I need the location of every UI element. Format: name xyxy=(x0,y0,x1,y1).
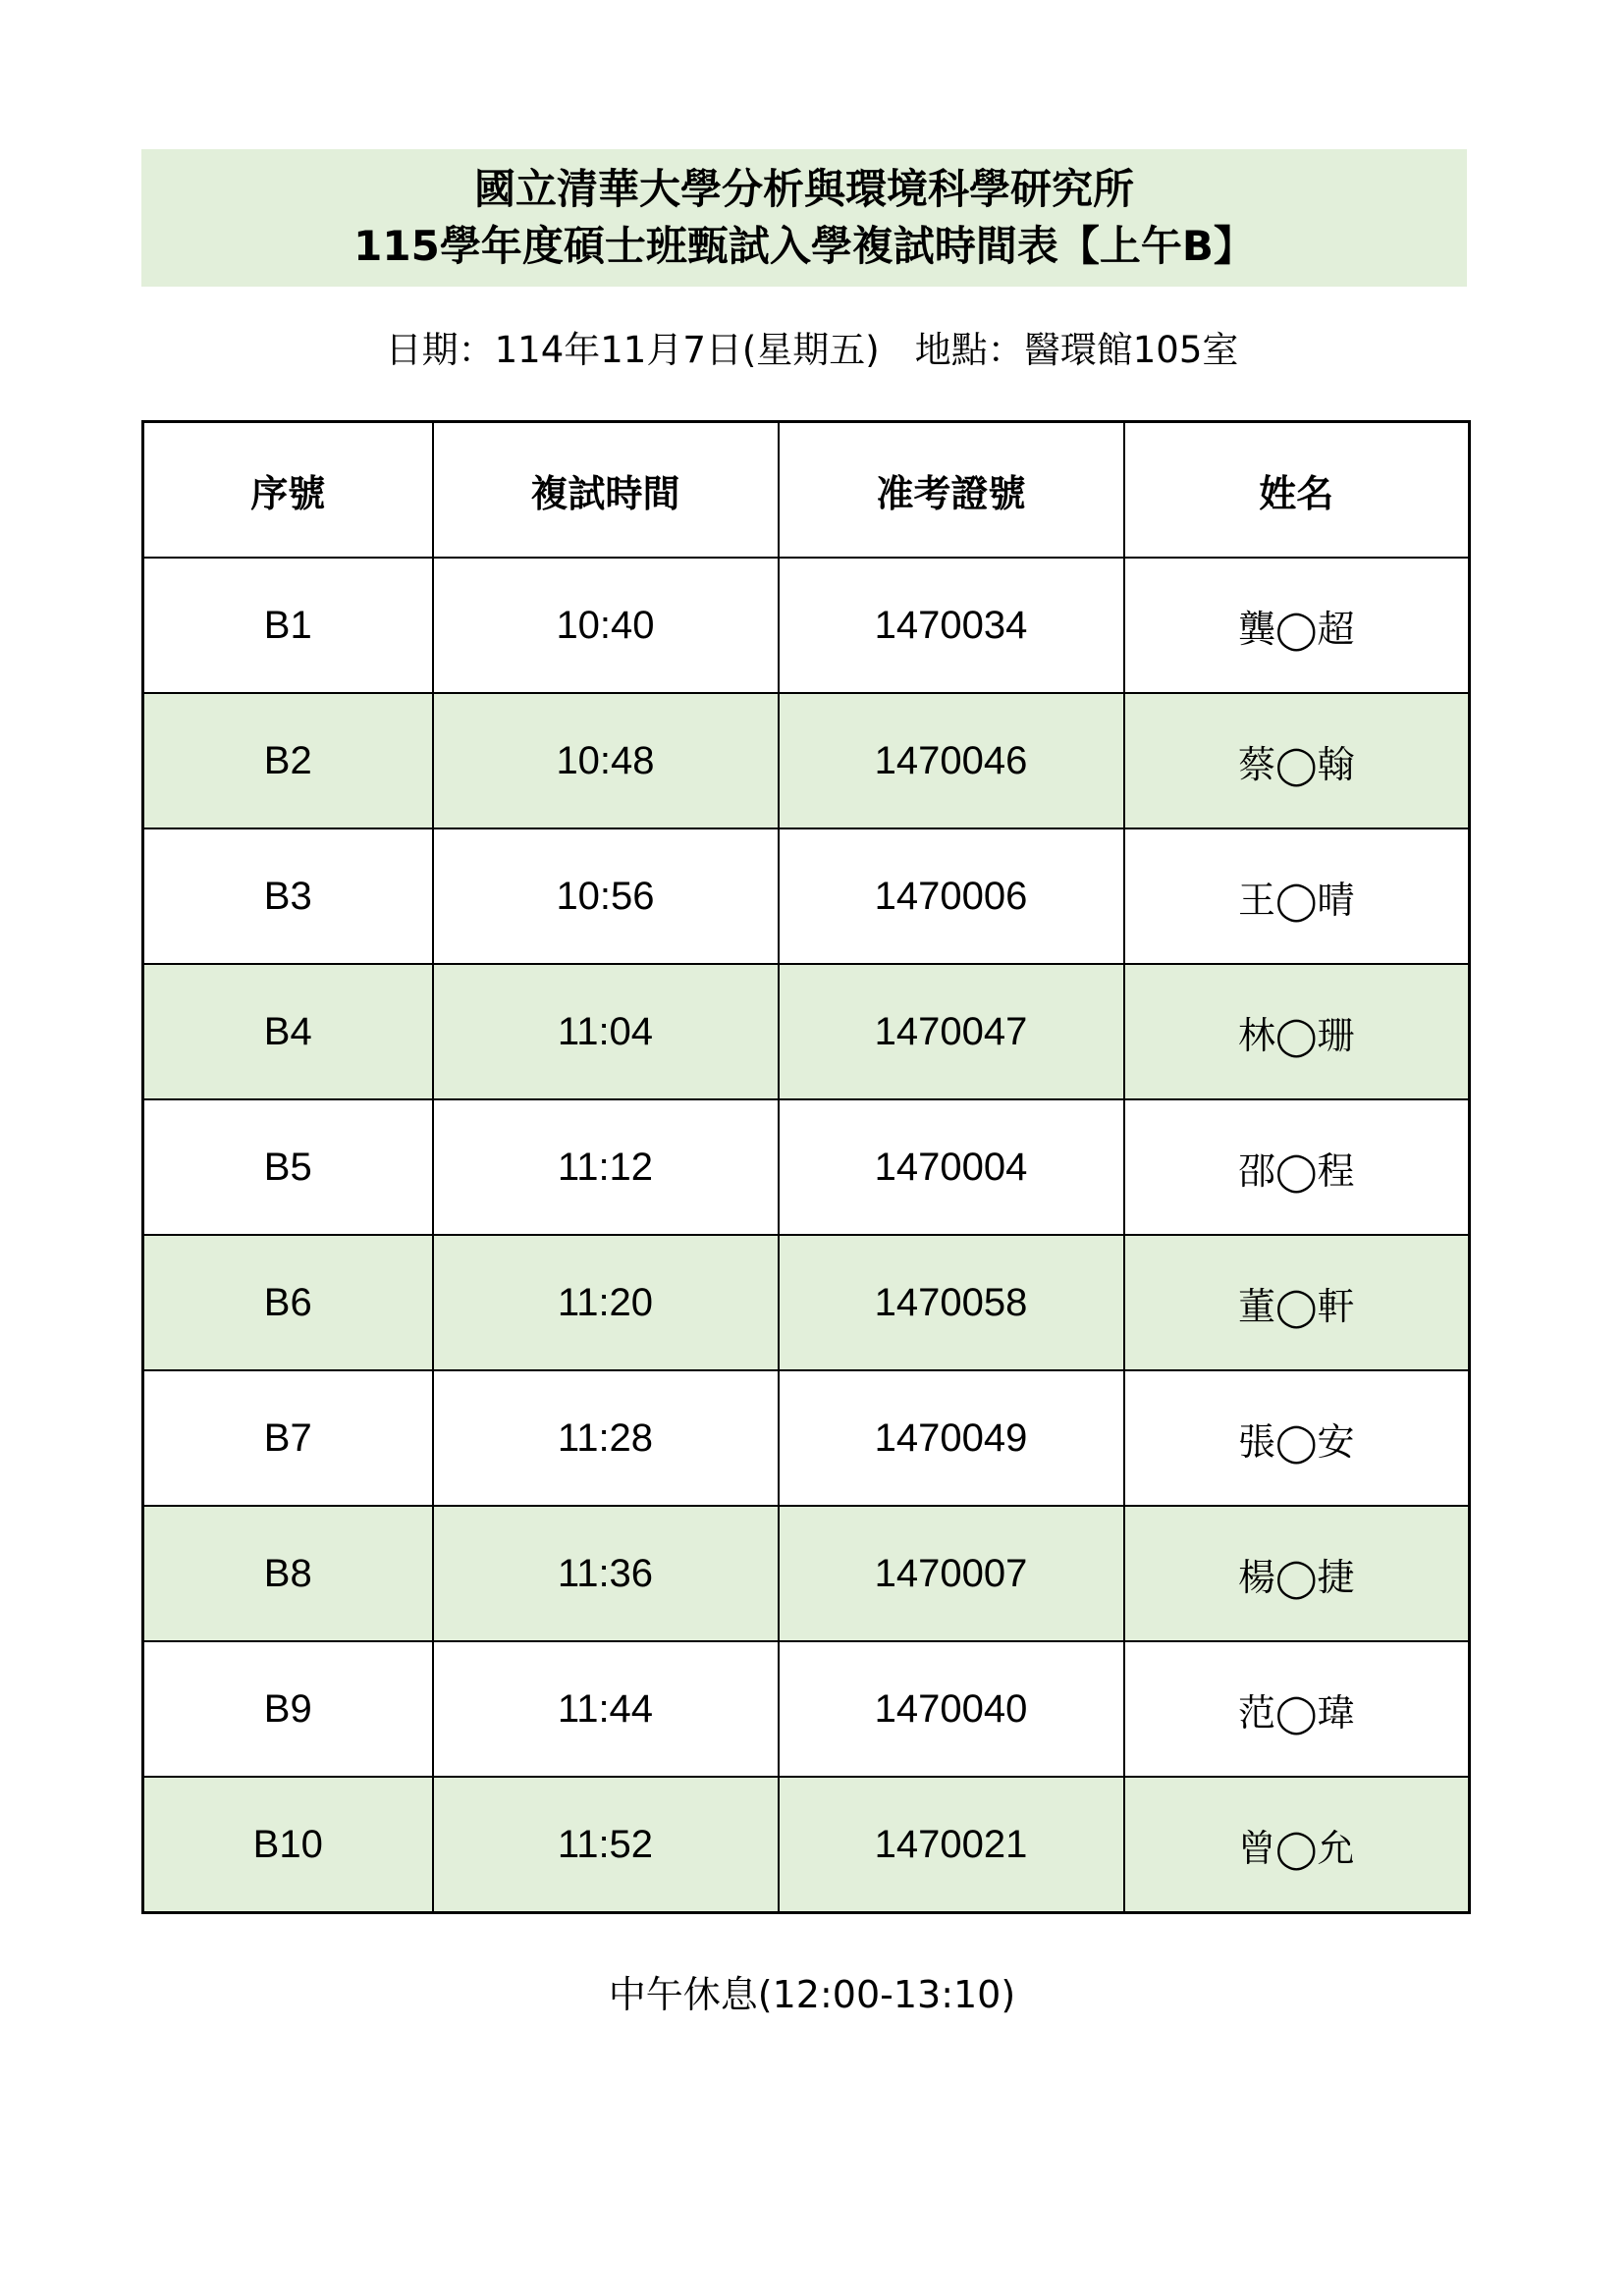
table-row xyxy=(143,964,1470,1099)
cell-number: B1 xyxy=(143,558,433,693)
page-subtitle-title: 115學年度碩士班甄試入學複試時間表【上午B】 xyxy=(353,222,1255,270)
table-row xyxy=(143,693,1470,828)
cell-name: 林◯珊 xyxy=(1124,964,1470,1099)
cell-admission-id: 1470006 xyxy=(779,828,1124,964)
header-number: 序號 xyxy=(143,422,433,559)
cell-name: 范◯瑋 xyxy=(1124,1641,1470,1777)
cell-number: B5 xyxy=(143,1099,433,1235)
cell-number: B8 xyxy=(143,1506,433,1641)
cell-admission-id: 1470047 xyxy=(779,964,1124,1099)
cell-admission-id: 1470040 xyxy=(779,1641,1124,1777)
header-interview-time: 複試時間 xyxy=(433,422,779,559)
exam-date: 日期：114年11月7日(星期五) xyxy=(385,329,880,371)
cell-name: 楊◯捷 xyxy=(1124,1506,1470,1641)
cell-number: B7 xyxy=(143,1370,433,1506)
table-row xyxy=(143,1641,1470,1777)
cell-number: B2 xyxy=(143,693,433,828)
cell-number: B6 xyxy=(143,1235,433,1370)
cell-interview-time: 11:12 xyxy=(433,1099,779,1235)
schedule-table xyxy=(141,420,1471,1914)
cell-number: B4 xyxy=(143,964,433,1099)
cell-name: 董◯軒 xyxy=(1124,1235,1470,1370)
cell-interview-time: 11:04 xyxy=(433,964,779,1099)
table-row xyxy=(143,1099,1470,1235)
cell-interview-time: 11:44 xyxy=(433,1641,779,1777)
page-title: 國立清華大學分析與環境科學研究所 xyxy=(473,165,1134,213)
cell-interview-time: 11:20 xyxy=(433,1235,779,1370)
cell-admission-id: 1470021 xyxy=(779,1777,1124,1913)
title-banner xyxy=(141,149,1467,287)
table-row xyxy=(143,1235,1470,1370)
exam-location: 地點：醫環館105室 xyxy=(914,329,1239,371)
cell-interview-time: 10:40 xyxy=(433,558,779,693)
cell-number: B10 xyxy=(143,1777,433,1913)
table-row xyxy=(143,828,1470,964)
cell-admission-id: 1470004 xyxy=(779,1099,1124,1235)
table-row xyxy=(143,1370,1470,1506)
cell-interview-time: 11:52 xyxy=(433,1777,779,1913)
header-name: 姓名 xyxy=(1124,422,1470,559)
table-row xyxy=(143,558,1470,693)
cell-name: 張◯安 xyxy=(1124,1370,1470,1506)
cell-interview-time: 11:36 xyxy=(433,1506,779,1641)
cell-interview-time: 10:48 xyxy=(433,693,779,828)
cell-name: 曾◯允 xyxy=(1124,1777,1470,1913)
cell-admission-id: 1470046 xyxy=(779,693,1124,828)
cell-name: 邵◯程 xyxy=(1124,1099,1470,1235)
cell-number: B9 xyxy=(143,1641,433,1777)
cell-interview-time: 11:28 xyxy=(433,1370,779,1506)
header-admission-id: 准考證號 xyxy=(779,422,1124,559)
lunch-break-note: 中午休息(12:00-13:10) xyxy=(608,1973,1016,2016)
cell-admission-id: 1470034 xyxy=(779,558,1124,693)
cell-number: B3 xyxy=(143,828,433,964)
cell-name: 王◯晴 xyxy=(1124,828,1470,964)
cell-admission-id: 1470007 xyxy=(779,1506,1124,1641)
cell-name: 蔡◯翰 xyxy=(1124,693,1470,828)
cell-admission-id: 1470049 xyxy=(779,1370,1124,1506)
cell-admission-id: 1470058 xyxy=(779,1235,1124,1370)
table-row xyxy=(143,1777,1470,1913)
table-row xyxy=(143,1506,1470,1641)
table-header-row xyxy=(143,422,1470,559)
cell-interview-time: 10:56 xyxy=(433,828,779,964)
cell-name: 龔◯超 xyxy=(1124,558,1470,693)
date-location-line xyxy=(0,326,1624,375)
